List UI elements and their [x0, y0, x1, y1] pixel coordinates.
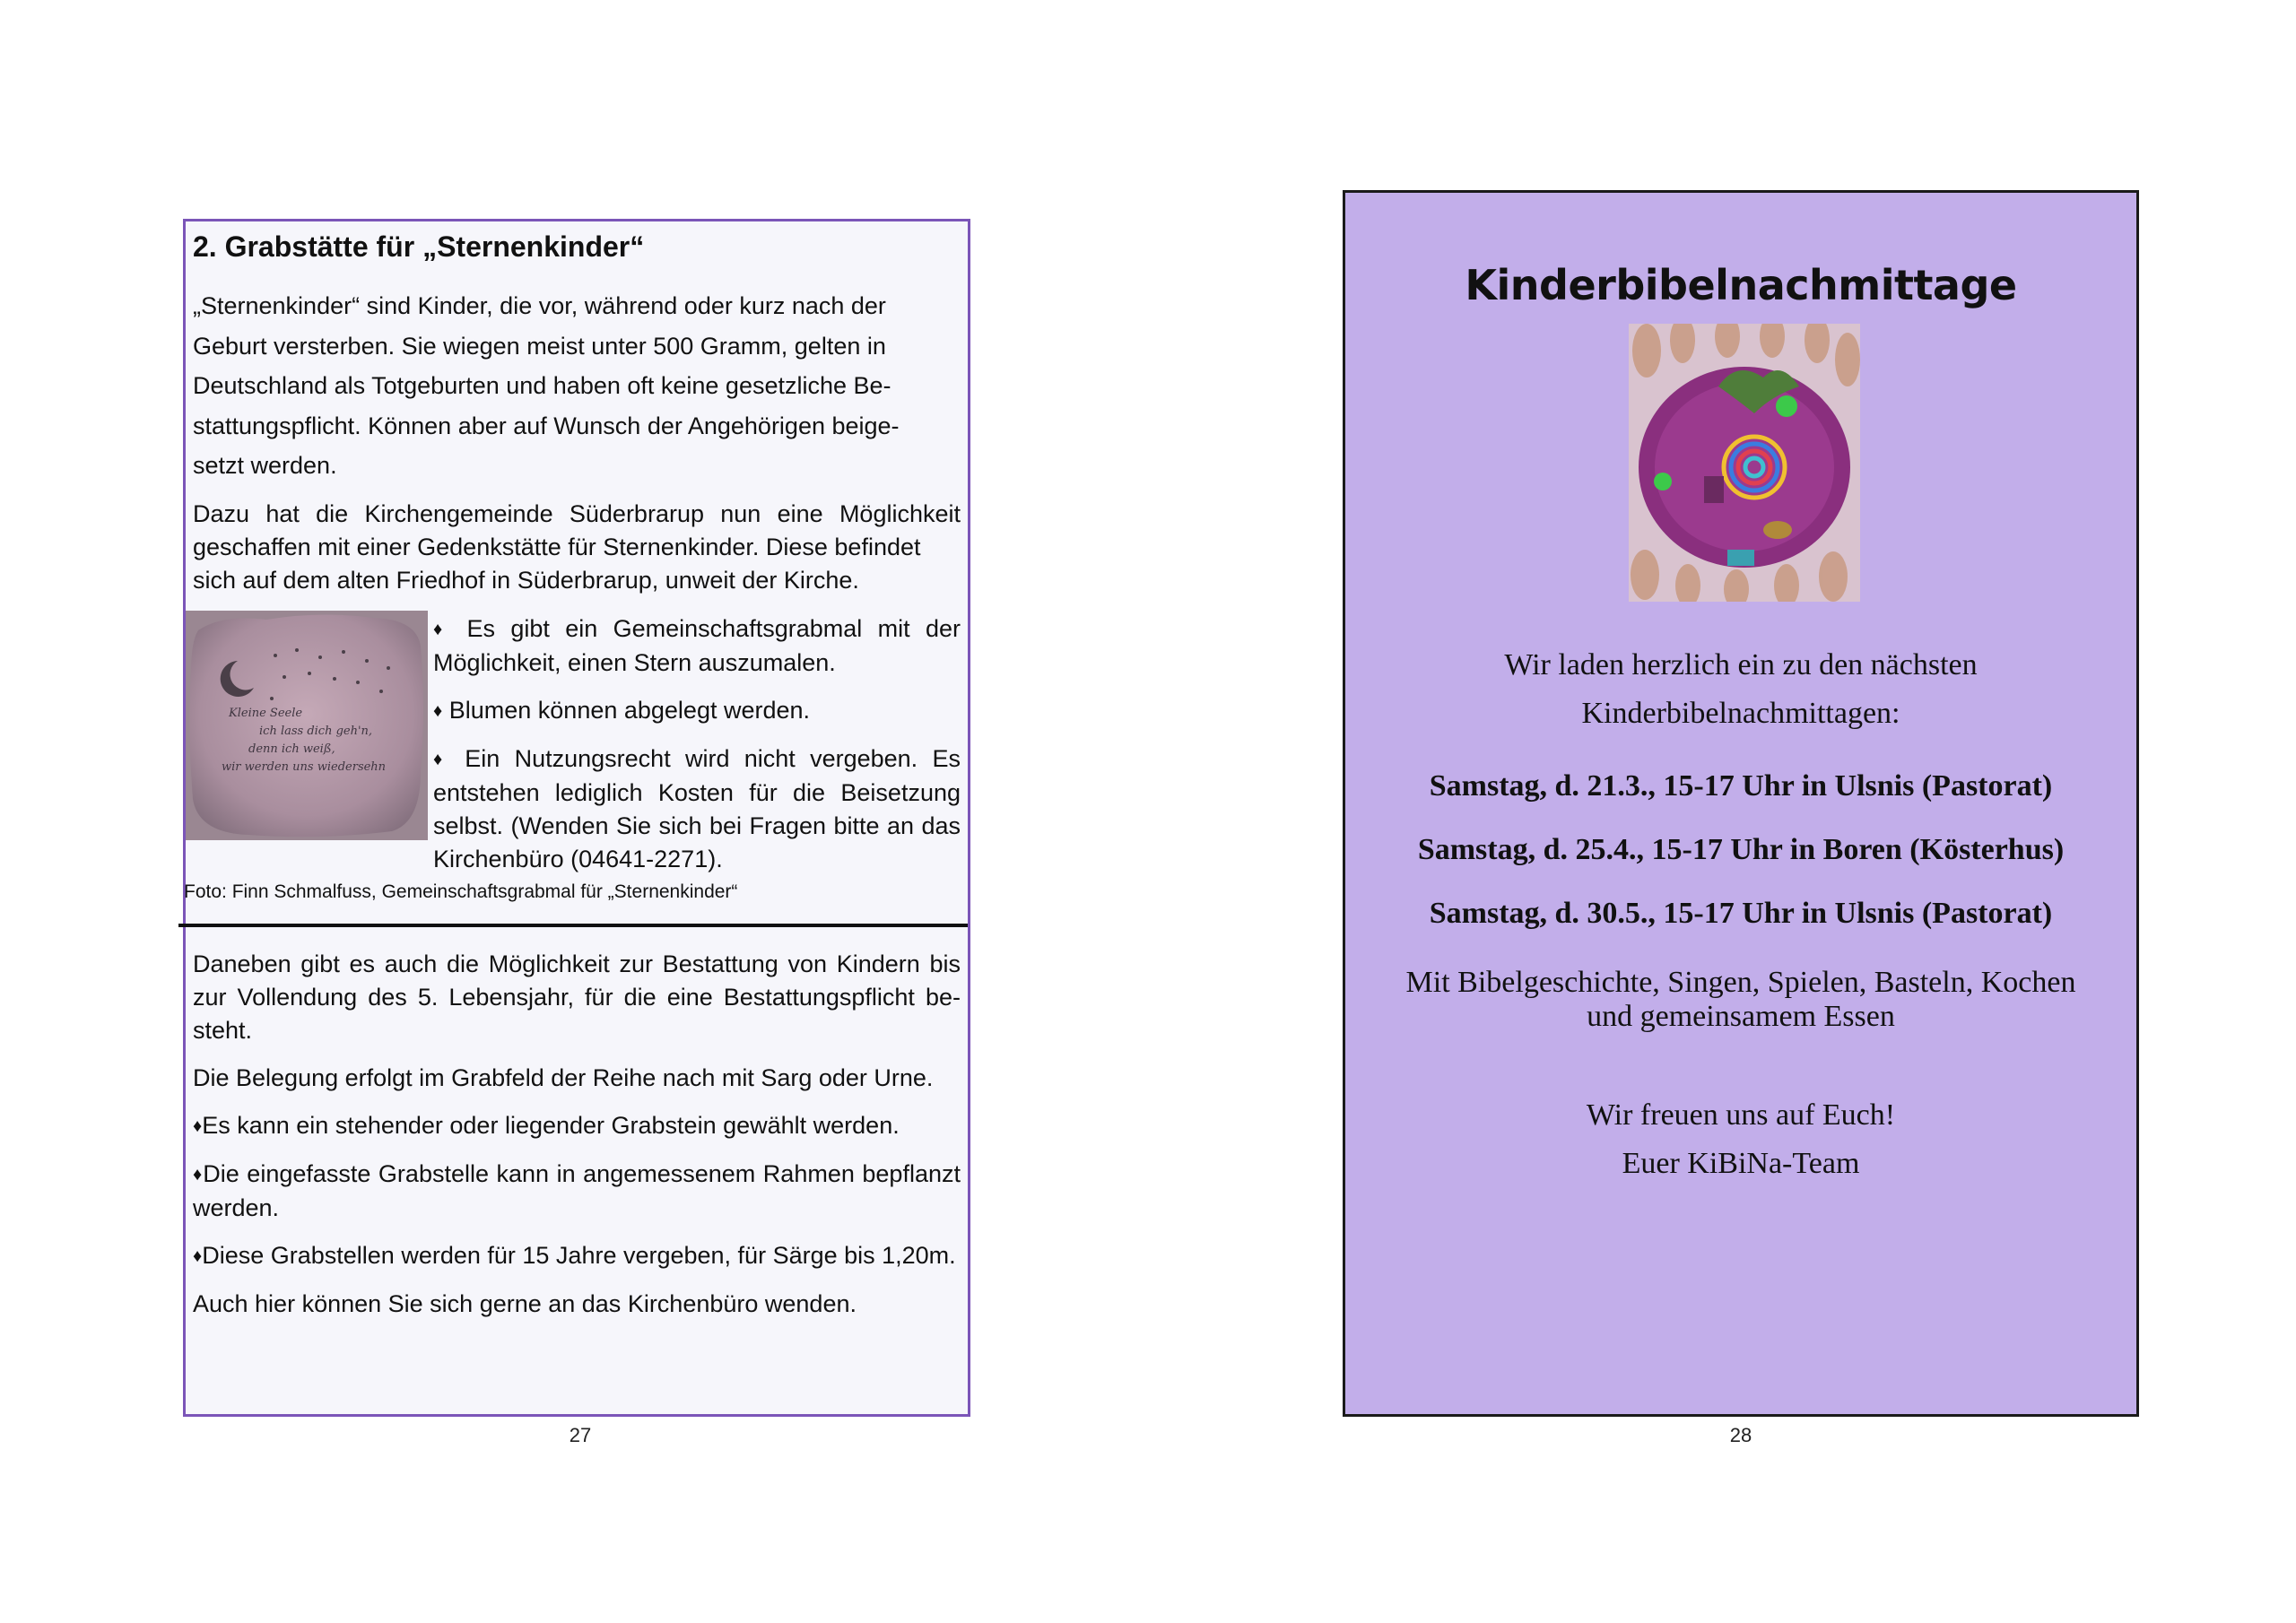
features-list: [433, 612, 961, 890]
diamond-bullet-icon: ♦: [193, 1246, 203, 1266]
children-circle-photo: [1629, 324, 1860, 602]
activities-line: und gemeinsamem Essen: [1587, 1000, 1895, 1033]
intro-paragraph: [193, 286, 961, 486]
paragraph: Daneben gibt es auch die Möglichkeit zur Bestattung von Kindern bis zur Vollendung des 5. Lebensjahr, für die eine Bestattungspflicht be-steht.: [193, 950, 961, 1044]
list-item-text: Ein Nutzungsrecht wird nicht vergeben. Es entstehen lediglich Kosten für die Beisetzung selbst. (Wenden Sie sich bei Fragen bitte an das Kirchenbüro (04641-2271).: [433, 745, 961, 872]
diamond-bullet-icon: ♦: [193, 1165, 204, 1185]
signature: Euer KiBiNa-Team: [1622, 1147, 1860, 1180]
intro-line: setzt werden.: [193, 452, 337, 479]
date-entry: Samstag, d. 25.4., 15-17 Uhr in Boren (Kösterhus): [1417, 833, 2065, 866]
paragraph: Auch hier können Sie sich gerne an das Kirchenbüro wenden.: [193, 1290, 857, 1317]
closing-text: [1345, 1091, 2136, 1188]
photo-caption: Foto: Finn Schmalfuss, Gemeinschaftsgrabmal für „Sternenkinder“: [184, 881, 738, 902]
memorial-stone-photo: [186, 611, 428, 840]
diamond-bullet-icon: ♦: [433, 620, 452, 639]
list-item: [433, 742, 961, 876]
page-number: 28: [1729, 1424, 1752, 1446]
location-text: Dazu hat die Kirchengemeinde Süderbrarup nun eine Möglichkeit geschaffen mit einer Gedenkstätte für Sternenkinder. Diese befindet: [193, 500, 961, 560]
date-entry: Samstag, d. 21.3., 15-17 Uhr in Ulsnis (Pastorat): [1429, 769, 2053, 803]
flyer-title: Kinderbibelnachmittage: [1465, 261, 2017, 309]
dates-list: [1345, 754, 2136, 945]
closing-line: Wir freuen uns auf Euch!: [1586, 1098, 1896, 1132]
intro-line: Geburt versterben. Sie wiegen meist unter 500 Gramm, gelten in: [193, 332, 886, 360]
activities-text: [1345, 966, 2136, 1034]
diamond-bullet-icon: ♦: [433, 750, 450, 769]
page-28: [1343, 190, 2139, 1417]
intro-line: stattungspflicht. Können aber auf Wunsch der Angehörigen beige-: [193, 412, 900, 439]
intro-line: Deutschland als Totgeburten und haben oft keine gesetzliche Be-: [193, 372, 891, 399]
inscription-line: wir werden uns wiedersehn: [222, 760, 387, 774]
diamond-bullet-icon: ♦: [433, 701, 443, 721]
list-item-text: Blumen können abgelegt werden.: [448, 697, 811, 724]
invitation-line: Kinderbibelnachmittagen:: [1581, 697, 1900, 730]
list-item: [193, 1239, 961, 1273]
list-item: [433, 612, 961, 680]
list-item-text: Diese Grabstellen werden für 15 Jahre vergeben, für Särge bis 1,20m.: [202, 1242, 956, 1269]
list-item-text: Die eingefasste Grabstelle kann in angemessenem Rahmen bepflanzt werden.: [193, 1160, 961, 1221]
list-item: [193, 1109, 961, 1143]
list-item: [193, 1158, 961, 1225]
inscription-line: Kleine Seele: [229, 707, 303, 720]
location-paragraph: [193, 498, 961, 597]
inscription-line: denn ich weiß,: [248, 742, 335, 756]
list-item-text: Es gibt ein Gemeinschaftsgrabmal mit der Möglichkeit, einen Stern auszumalen.: [433, 615, 961, 676]
activities-line: Mit Bibelgeschichte, Singen, Spielen, Basteln, Kochen: [1405, 966, 2076, 999]
page-number: 27: [569, 1424, 592, 1446]
paragraph: Die Belegung erfolgt im Grabfeld der Reihe nach mit Sarg oder Urne.: [193, 1064, 934, 1091]
divider: [178, 924, 968, 927]
diamond-bullet-icon: ♦: [193, 1116, 203, 1136]
page-27: [183, 219, 970, 1417]
list-item: [433, 694, 961, 728]
burial-info: [193, 948, 961, 1335]
intro-line: „Sternenkinder“ sind Kinder, die vor, während oder kurz nach der: [193, 292, 886, 319]
invitation-text: [1345, 641, 2136, 738]
inscription-line: ich lass dich geh'n,: [259, 725, 373, 738]
date-entry: Samstag, d. 30.5., 15-17 Uhr in Ulsnis (Pastorat): [1429, 897, 2053, 930]
section-heading: 2. Grabstätte für „Sternenkinder“: [193, 230, 645, 263]
list-item-text: Es kann ein stehender oder liegender Grabstein gewählt werden.: [202, 1112, 900, 1139]
location-text-end: sich auf dem alten Friedhof in Süderbrarup, unweit der Kirche.: [193, 567, 859, 594]
invitation-line: Wir laden herzlich ein zu den nächsten: [1504, 648, 1978, 681]
